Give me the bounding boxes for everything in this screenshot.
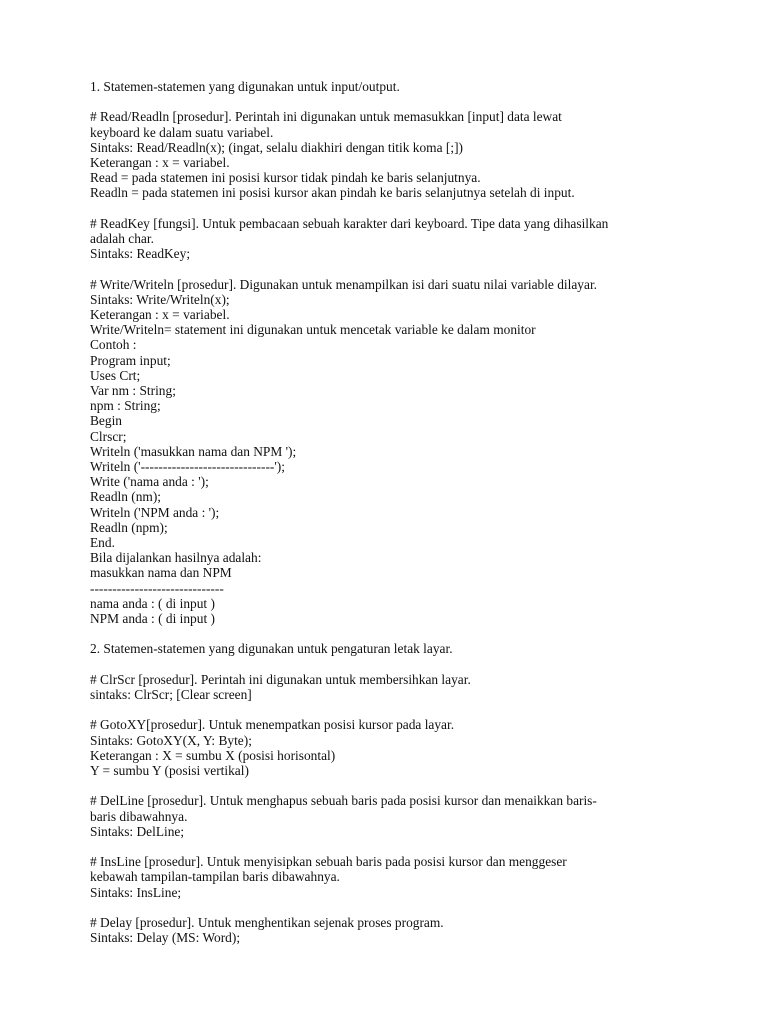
section-heading-screen-layout: 2. Statemen-statemen yang digunakan untuk pengaturan letak layar. bbox=[90, 641, 453, 657]
text-line: Bila dijalankan hasilnya adalah: bbox=[90, 550, 262, 566]
paragraph-gap bbox=[90, 94, 690, 109]
text-line: # Delay [prosedur]. Untuk menghentikan sejenak proses program. bbox=[90, 915, 444, 931]
text-line: # DelLine [prosedur]. Untuk menghapus sebuah baris pada posisi kursor dan menaikkan baris- bbox=[90, 793, 597, 809]
section-heading-input-output: 1. Statemen-statemen yang digunakan untuk input/output. bbox=[90, 79, 400, 94]
block-delay bbox=[90, 915, 690, 945]
paragraph-gap bbox=[90, 201, 690, 216]
text-line: # ClrScr [prosedur]. Perintah ini digunakan untuk membersihkan layar. bbox=[90, 671, 471, 687]
paragraph-gap bbox=[90, 657, 690, 672]
code-line: End. bbox=[90, 535, 115, 551]
text-line: Keterangan : x = variabel. bbox=[90, 155, 230, 170]
text-line: Sintaks: DelLine; bbox=[90, 823, 185, 839]
code-line: Writeln ('------------------------------'); bbox=[90, 459, 285, 475]
text-line: baris dibawahnya. bbox=[90, 808, 188, 824]
text-line: adalah char. bbox=[90, 231, 154, 246]
block-gotoxy bbox=[90, 717, 690, 778]
code-line: Var nm : String; bbox=[90, 383, 176, 399]
text-line: Sintaks: Delay (MS: Word); bbox=[90, 930, 241, 946]
code-line: Readln (npm); bbox=[90, 519, 168, 535]
output-line: masukkan nama dan NPM bbox=[90, 565, 232, 581]
code-line: Program input; bbox=[90, 352, 171, 368]
text-line: Write/Writeln= statement ini digunakan untuk mencetak variable ke dalam monitor bbox=[90, 322, 536, 338]
paragraph-gap bbox=[90, 702, 690, 717]
text-line: # ReadKey [fungsi]. Untuk pembacaan sebuah karakter dari keyboard. Tipe data yang dihasilkan bbox=[90, 215, 609, 231]
text-line: keyboard ke dalam suatu variabel. bbox=[90, 124, 274, 140]
code-line: npm : String; bbox=[90, 398, 161, 414]
text-line: Sintaks: InsLine; bbox=[90, 884, 182, 900]
block-delline bbox=[90, 793, 690, 839]
text-line: Sintaks: ReadKey; bbox=[90, 246, 191, 262]
text-line: # Write/Writeln [prosedur]. Digunakan untuk menampilkan isi dari suatu nilai variable dilayar. bbox=[90, 276, 598, 292]
text-line: kebawah tampilan-tampilan baris dibawahnya. bbox=[90, 869, 340, 885]
text-line: # Read/Readln [prosedur]. Perintah ini digunakan untuk memasukkan [input] data lewat bbox=[90, 109, 562, 125]
paragraph-gap bbox=[90, 778, 690, 793]
output-line: nama anda : ( di input ) bbox=[90, 595, 215, 611]
text-line: Sintaks: GotoXY(X, Y: Byte); bbox=[90, 732, 252, 748]
text-line: Contoh : bbox=[90, 337, 137, 353]
block-read-readln bbox=[90, 109, 690, 200]
code-line: Writeln ('NPM anda : '); bbox=[90, 504, 220, 520]
document-page bbox=[90, 79, 690, 945]
output-line: NPM anda : ( di input ) bbox=[90, 611, 215, 627]
code-line: Clrscr; bbox=[90, 428, 127, 444]
paragraph-gap bbox=[90, 900, 690, 915]
paragraph-gap bbox=[90, 626, 690, 641]
text-line: Sintaks: Write/Writeln(x); bbox=[90, 291, 230, 307]
paragraph-gap bbox=[90, 839, 690, 854]
code-line: Write ('nama anda : '); bbox=[90, 474, 209, 490]
code-line: Writeln ('masukkan nama dan NPM '); bbox=[90, 443, 297, 459]
code-line: Begin bbox=[90, 413, 122, 429]
text-line: Keterangan : X = sumbu X (posisi horisontal) bbox=[90, 747, 336, 763]
paragraph-gap bbox=[90, 261, 690, 276]
text-line: Y = sumbu Y (posisi vertikal) bbox=[90, 763, 249, 779]
block-insline bbox=[90, 854, 690, 900]
code-line: Readln (nm); bbox=[90, 489, 162, 505]
text-line: Readln = pada statemen ini posisi kursor akan pindah ke baris selanjutnya setelah di input. bbox=[90, 185, 575, 201]
text-line: # GotoXY[prosedur]. Untuk menempatkan posisi kursor pada layar. bbox=[90, 717, 455, 733]
text-line: Sintaks: Read/Readln(x); (ingat, selalu diakhiri dengan titik koma [;]) bbox=[90, 139, 463, 155]
block-readkey bbox=[90, 216, 690, 262]
block-clrscr bbox=[90, 672, 690, 702]
output-line: ------------------------------ bbox=[90, 580, 224, 596]
code-line: Uses Crt; bbox=[90, 367, 141, 383]
block-write-writeln bbox=[90, 277, 690, 627]
text-line: Read = pada statemen ini posisi kursor tidak pindah ke baris selanjutnya. bbox=[90, 170, 481, 186]
text-line: Keterangan : x = variabel. bbox=[90, 307, 230, 322]
text-line: # InsLine [prosedur]. Untuk menyisipkan sebuah baris pada posisi kursor dan menggeser bbox=[90, 854, 567, 870]
text-line: sintaks: ClrScr; [Clear screen] bbox=[90, 687, 252, 703]
